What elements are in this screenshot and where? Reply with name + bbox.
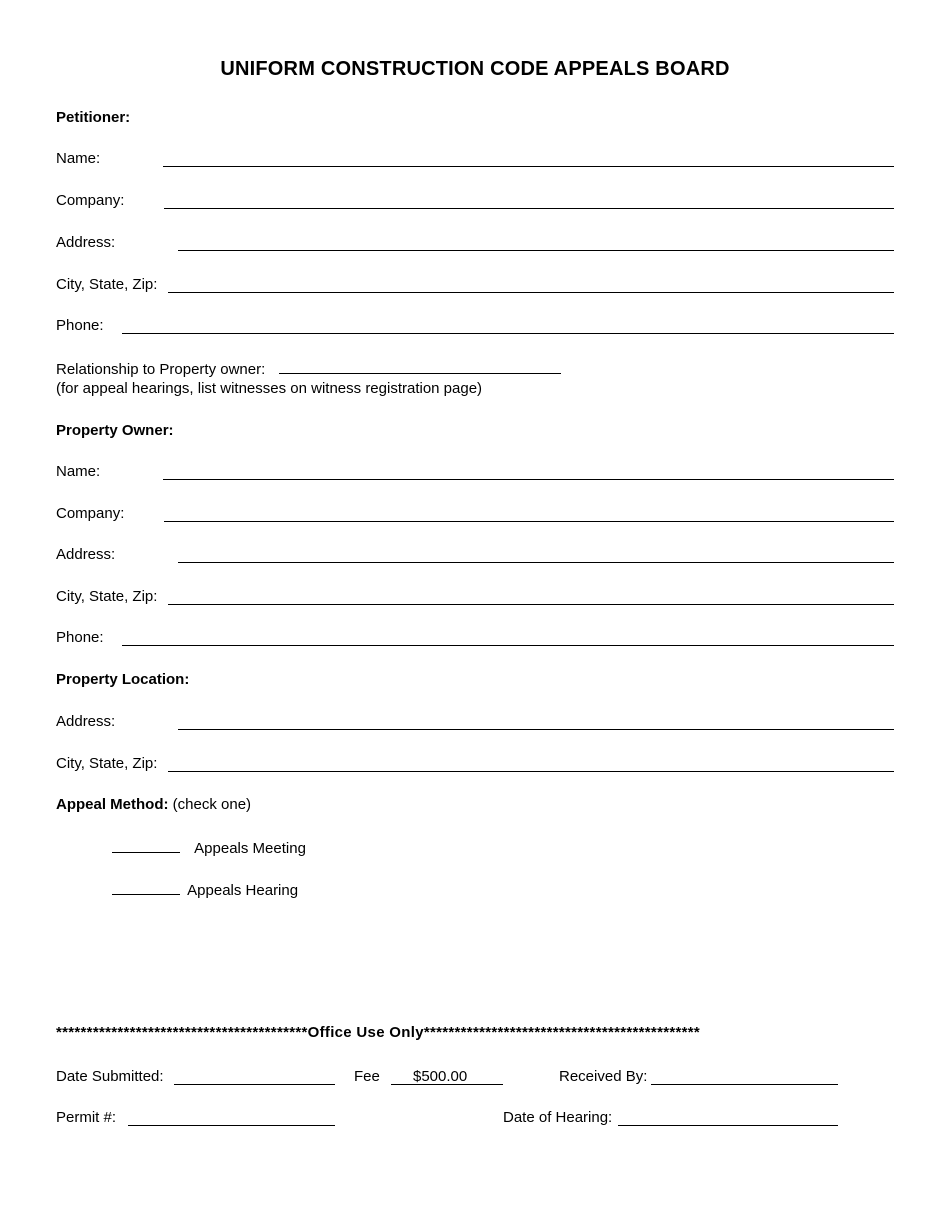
petitioner-city-label: City, State, Zip: — [56, 276, 158, 293]
owner-company-field[interactable] — [164, 521, 894, 522]
petitioner-phone-row — [56, 317, 894, 337]
petitioner-company-label: Company: — [56, 192, 125, 209]
petitioner-address-field[interactable] — [178, 250, 894, 251]
location-city-field[interactable] — [168, 771, 894, 772]
fee-value: $500.00 — [413, 1068, 468, 1085]
petitioner-company-field[interactable] — [164, 208, 894, 209]
petitioner-city-field[interactable] — [168, 292, 894, 293]
permit-number-label: Permit #: — [56, 1109, 117, 1126]
date-of-hearing-field[interactable] — [618, 1125, 838, 1126]
office-stars-left: ***************************************** — [56, 1024, 308, 1041]
owner-city-row — [56, 588, 894, 608]
date-of-hearing-label: Date of Hearing: — [503, 1109, 613, 1126]
form-title: UNIFORM CONSTRUCTION CODE APPEALS BOARD — [220, 58, 730, 80]
location-address-row — [56, 713, 894, 733]
owner-phone-field[interactable] — [122, 645, 894, 646]
petitioner-address-label: Address: — [56, 234, 116, 251]
owner-address-row — [56, 546, 894, 566]
office-stars-right: ********************************************* — [423, 1024, 701, 1041]
location-city-row — [56, 755, 894, 775]
appeal-method-row — [56, 796, 251, 813]
received-by-label: Received By: — [559, 1068, 648, 1085]
office-use-banner — [56, 1024, 896, 1041]
owner-company-row — [56, 505, 894, 525]
location-heading: Property Location: — [56, 671, 190, 688]
owner-phone-label: Phone: — [56, 629, 104, 646]
received-by-field[interactable] — [651, 1084, 838, 1085]
appeals-meeting-checkline[interactable] — [112, 838, 180, 853]
appeals-hearing-checkline[interactable] — [112, 880, 180, 895]
appeals-meeting-label: Appeals Meeting — [194, 840, 306, 857]
owner-address-field[interactable] — [178, 562, 894, 563]
petitioner-company-row — [56, 192, 894, 212]
relationship-row — [56, 359, 561, 378]
appeals-meeting-option — [112, 838, 306, 857]
petitioner-name-label: Name: — [56, 150, 101, 167]
owner-name-field[interactable] — [163, 479, 894, 480]
owner-company-label: Company: — [56, 505, 125, 522]
date-submitted-label: Date Submitted: — [56, 1068, 164, 1085]
permit-number-field[interactable] — [128, 1125, 335, 1126]
owner-phone-row — [56, 629, 894, 649]
location-city-label: City, State, Zip: — [56, 755, 158, 772]
petitioner-name-row — [56, 150, 894, 170]
owner-city-label: City, State, Zip: — [56, 588, 158, 605]
appeals-hearing-label: Appeals Hearing — [187, 882, 299, 899]
petitioner-city-row — [56, 276, 894, 296]
owner-name-label: Name: — [56, 463, 101, 480]
relationship-field[interactable] — [279, 359, 561, 374]
office-use-label: Office Use Only — [307, 1024, 424, 1041]
fee-label: Fee — [354, 1068, 380, 1085]
petitioner-phone-field[interactable] — [122, 333, 894, 334]
relationship-label: Relationship to Property owner: — [56, 361, 266, 378]
owner-heading: Property Owner: — [56, 422, 174, 439]
location-address-field[interactable] — [178, 729, 894, 730]
appeal-method-heading: Appeal Method: — [56, 796, 169, 813]
date-submitted-field[interactable] — [174, 1084, 335, 1085]
fee-underline — [391, 1084, 503, 1085]
owner-city-field[interactable] — [168, 604, 894, 605]
petitioner-phone-label: Phone: — [56, 317, 104, 334]
petitioner-name-field[interactable] — [163, 166, 894, 167]
petitioner-address-row — [56, 234, 894, 254]
petitioner-heading: Petitioner: — [56, 109, 131, 126]
relationship-note: (for appeal hearings, list witnesses on witness registration page) — [56, 380, 483, 397]
owner-name-row — [56, 463, 894, 483]
appeals-hearing-option — [112, 880, 298, 899]
appeal-method-hint: (check one) — [172, 796, 252, 813]
location-address-label: Address: — [56, 713, 116, 730]
owner-address-label: Address: — [56, 546, 116, 563]
